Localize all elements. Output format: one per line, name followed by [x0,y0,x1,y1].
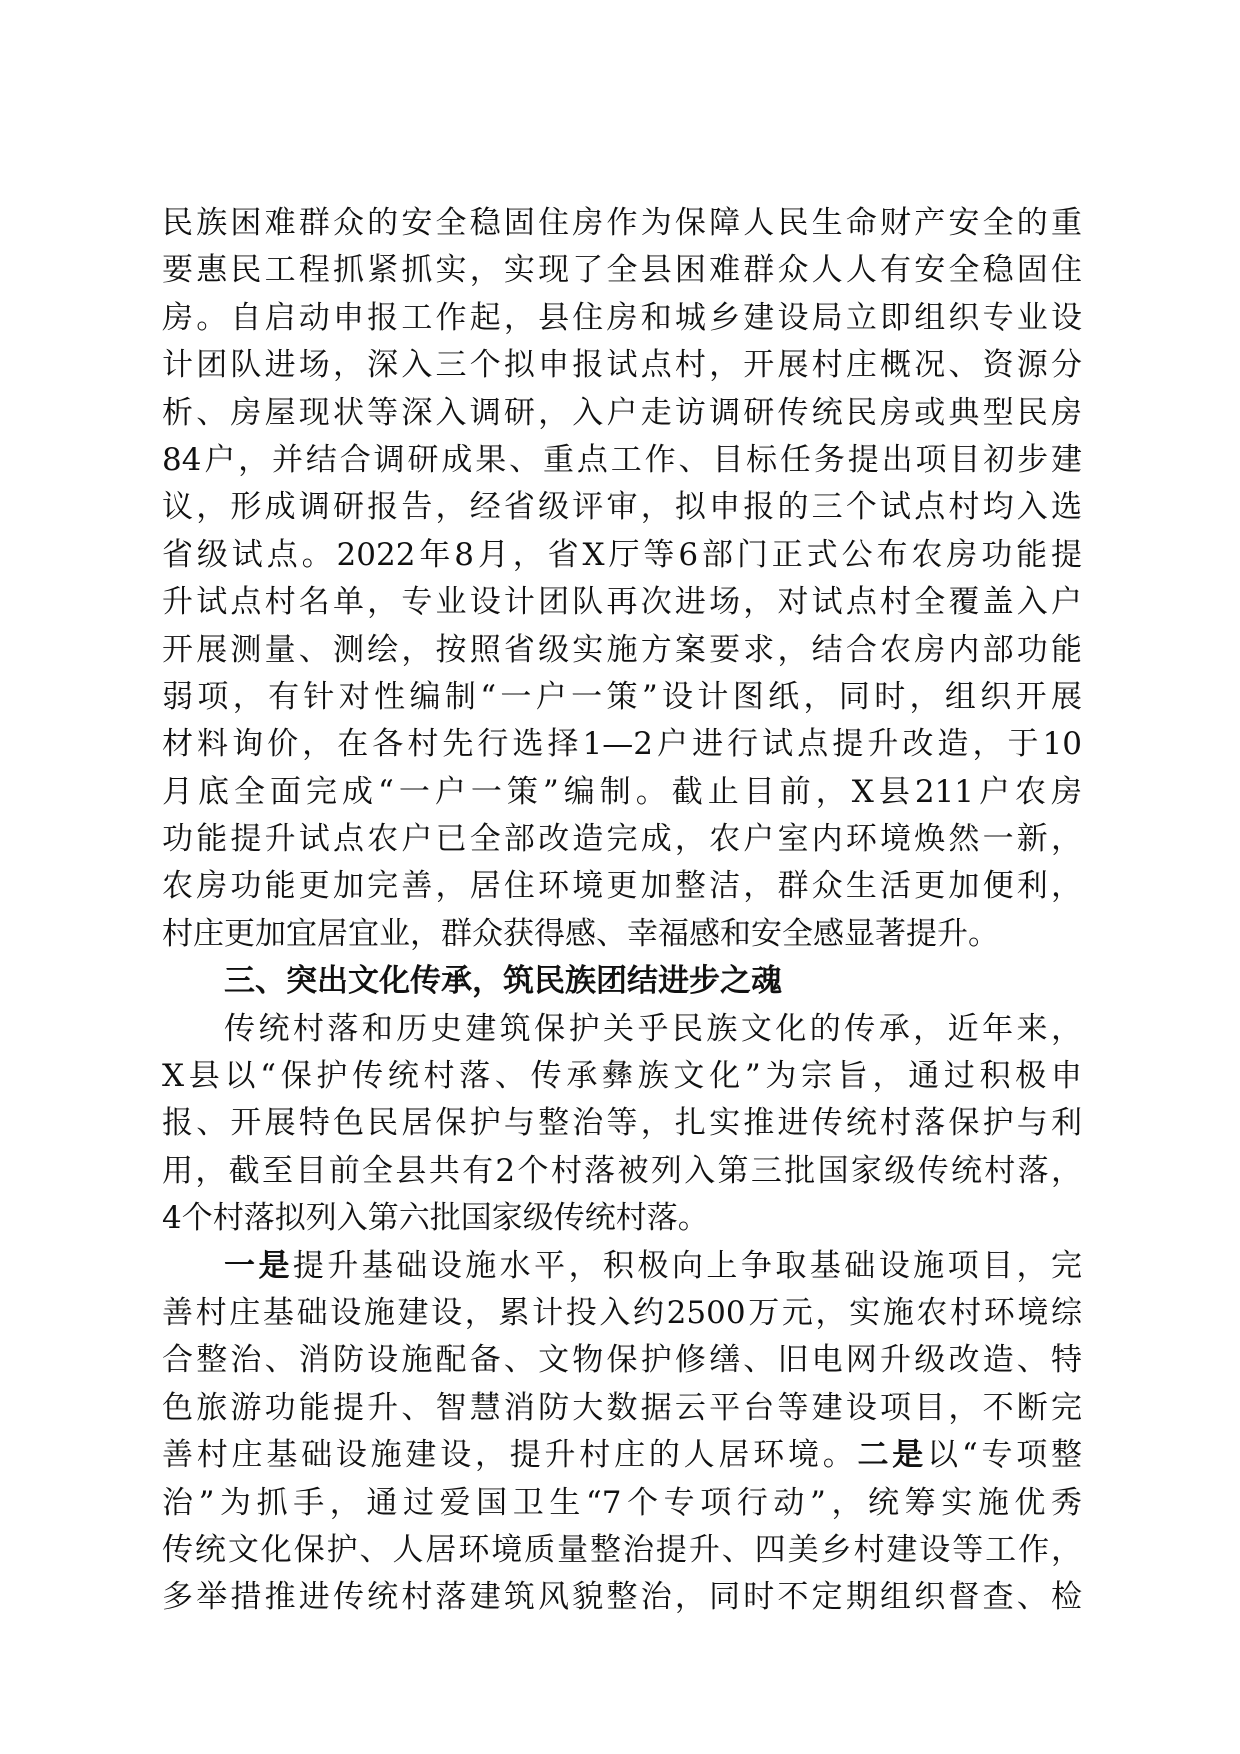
text-line: 功能提升试点农户已全部改造完成，农户室内环境焕然一新， [162,821,1082,858]
text-line: 开展测量、测绘，按照省级实施方案要求，结合农房内部功能 [162,631,1082,668]
text-line: 材料询价，在各村先行选择1—2户进行试点提升改造，于10 [162,726,1082,763]
section-heading: 三、突出文化传承，筑民族团结进步之魂 [224,963,782,1000]
text-line: 治”为抓手，通过爱国卫生“7个专项行动”，统筹实施优秀 [162,1484,1082,1521]
text-line: 传统文化保护、人居环境质量整治提升、四美乡村建设等工作， [162,1531,1082,1568]
text-line: 色旅游功能提升、智慧消防大数据云平台等建设项目，不断完 [162,1389,1082,1426]
text-line: 传统村落和历史建筑保护关乎民族文化的传承，近年来， [224,1010,1082,1047]
text-line: 合整治、消防设施配备、文物保护修缮、旧电网升级改造、特 [162,1342,1082,1379]
paragraph-2 [162,1006,1082,1243]
text-line: 民族困难群众的安全稳固住房作为保障人民生命财产安全的重 [162,205,1082,241]
text-line [162,1432,1082,1479]
text-line: 月底全面完成“一户一策”编制。截止目前，X县211户农房 [162,773,1082,810]
text-line: 农房功能更加完善，居住环境更加整洁，群众生活更加便利， [162,868,1082,905]
text-line: 计团队进场，深入三个拟申报试点村，开展村庄概况、资源分 [162,347,1082,384]
text-line: 84户，并结合调研成果、重点工作、目标任务提出项目初步建 [162,441,1082,478]
text-line: 房。自启动申报工作起，县住房和城乡建设局立即组织专业设 [162,299,1082,336]
text-line: 弱项，有针对性编制“一户一策”设计图纸，同时，组织开展 [162,678,1082,715]
text-line: 用，截至目前全县共有2个村落被列入第三批国家级传统村落， [162,1152,1082,1189]
text-line: 多举措推进传统村落建筑风貌整治，同时不定期组织督查、检 [162,1579,1082,1616]
text-line: 报、开展特色民居保护与整治等，扎实推进传统村落保护与利 [162,1105,1082,1142]
text-span: 以“专项整 [927,1437,1082,1474]
text-line: 4个村落拟列入第六批国家级传统村落。 [162,1200,709,1237]
text-line: 升试点村名单，专业设计团队再次进场，对试点村全覆盖入户 [162,584,1082,621]
document-page [162,200,1082,1622]
text-line: X县以“保护传统村落、传承彝族文化”为宗旨，通过积极申 [162,1058,1082,1095]
text-span: 提升基础设施水平，积极向上争取基础设施项目，完 [292,1247,1082,1284]
lead-marker-one: 一是 [224,1247,293,1284]
text-line: 议，形成调研报告，经省级评审，拟申报的三个试点村均入选 [162,489,1082,526]
text-line: 析、房屋现状等深入调研，入户走访调研传统民房或典型民房 [162,394,1082,431]
text-line [162,1243,1082,1290]
lead-marker-two: 二是 [857,1437,928,1474]
paragraph-1 [162,200,1082,958]
text-line: 村庄更加宜居宜业，群众获得感、幸福感和安全感显著提升。 [162,915,999,952]
text-line: 省级试点。2022年8月，省X厅等6部门正式公布农房功能提 [162,536,1082,573]
text-span: 善村庄基础设施建设，提升村庄的人居环境。 [162,1437,858,1474]
paragraph-3 [162,1243,1082,1622]
text-line: 善村庄基础设施建设，累计投入约2500万元，实施农村环境综 [162,1294,1082,1331]
text-line: 要惠民工程抓紧抓实，实现了全县困难群众人人有安全稳固住 [162,252,1082,289]
